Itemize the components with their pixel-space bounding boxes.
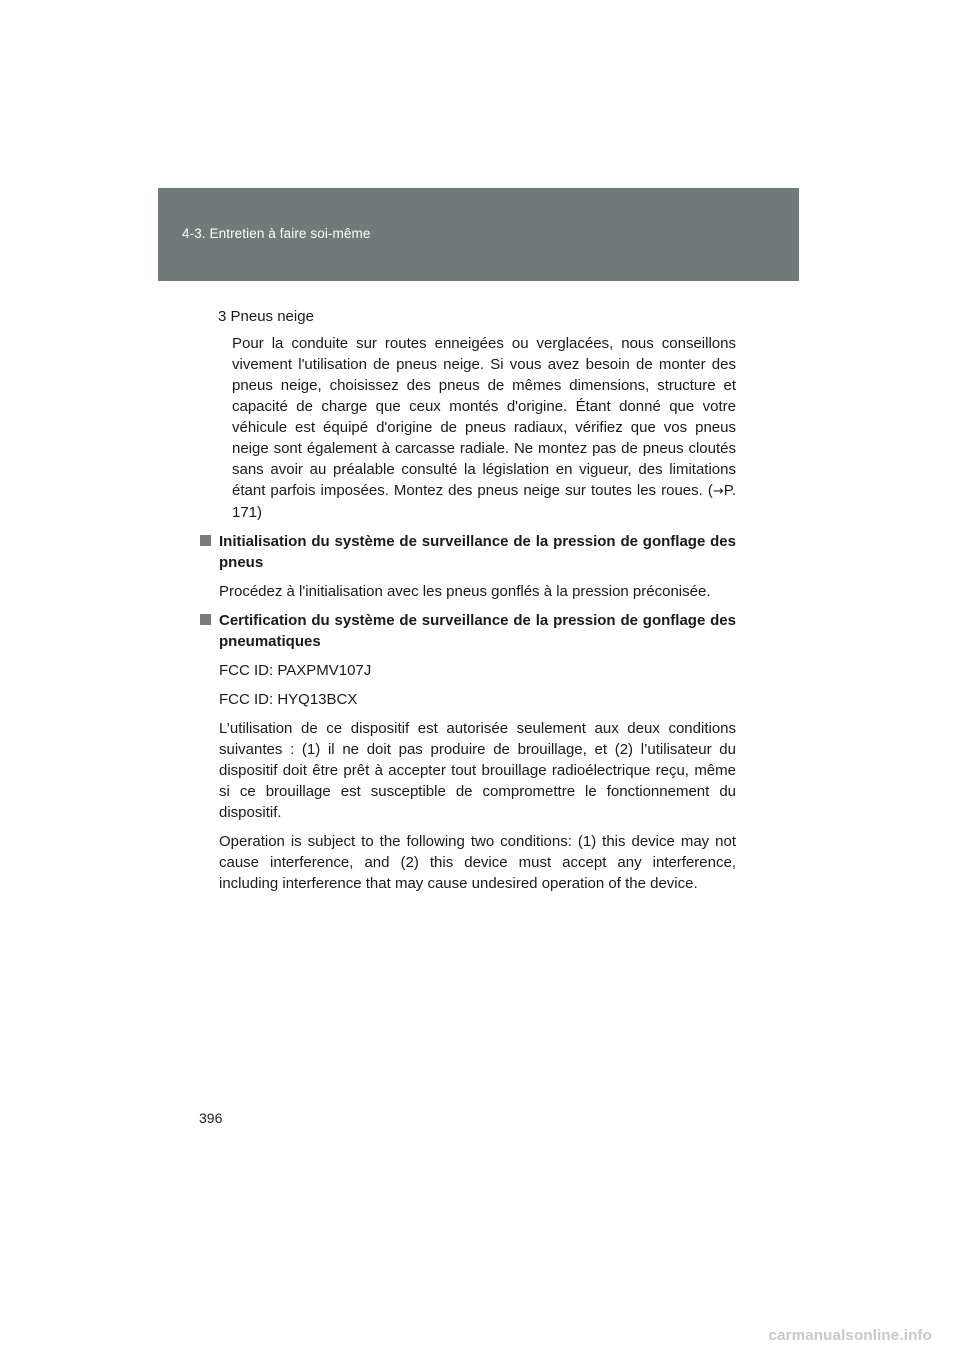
subsection-heading: 3 Pneus neige bbox=[218, 308, 314, 325]
page-number: 396 bbox=[199, 1110, 223, 1126]
watermark: carmanualsonline.info bbox=[768, 1327, 932, 1344]
page-content bbox=[200, 306, 736, 894]
square-bullet-icon bbox=[200, 535, 211, 546]
paragraph: Procédez à l'initialisation avec les pneus gonflés à la pression préconisée. bbox=[219, 583, 711, 600]
subsection-body bbox=[232, 333, 736, 523]
section-heading bbox=[200, 531, 736, 573]
paragraph-english-conditions: Operation is subject to the following two conditions: (1) this device may not cause interference, and (2) this device must accept any interference, including interference that may cause undesired operation of the device. bbox=[219, 833, 736, 892]
section-title: 4-3. Entretien à faire soi-même bbox=[182, 226, 371, 241]
snow-tires-text: Pour la conduite sur routes enneigées ou verglacées, nous conseillons vivement l'utilisation de pneus neige. Si vous avez besoin de monter des pneus neige, choisissez des pneus de mêmes dimensions, structure et capacité de charge que ceux montés d'origine. Étant donné que votre véhicule est équipé d'origine de pneus radiaux, vérifiez que vos pneus neige sont également à carcasse radiale. Ne montez pas de pneus cloutés sans avoir au préalable consulté la législation en vigueur, des limitations étant parfois imposées. Montez des pneus neige sur toutes les roues. ( bbox=[232, 335, 736, 499]
section-heading-text: Certification du système de surveillance de la pression de gonflage des pneumatiques bbox=[219, 612, 736, 650]
square-bullet-icon bbox=[200, 614, 211, 625]
page-reference-link[interactable]: P. 171) bbox=[232, 482, 736, 521]
section-header-band bbox=[158, 188, 799, 281]
section-heading bbox=[200, 610, 736, 652]
paragraph-french-conditions: L’utilisation de ce dispositif est autorisée seulement aux deux conditions suivantes : (1) il ne doit pas produire de brouillage, et (2) l’utilisateur du dispositif doit être prêt à accepter tout brouillage radioélectrique reçu, même si ce brouillage est susceptible de compromettre le fonctionnement du dispositif. bbox=[219, 720, 736, 821]
section-heading-text: Initialisation du système de surveillance de la pression de gonflage des pneus bbox=[219, 533, 736, 571]
reference-arrow-icon: → bbox=[712, 484, 724, 499]
fcc-id-line: FCC ID: HYQ13BCX bbox=[219, 691, 358, 708]
fcc-id-line: FCC ID: PAXPMV107J bbox=[219, 662, 372, 679]
section-tpms-certification bbox=[200, 610, 736, 894]
section-tpms-initialization bbox=[200, 531, 736, 602]
